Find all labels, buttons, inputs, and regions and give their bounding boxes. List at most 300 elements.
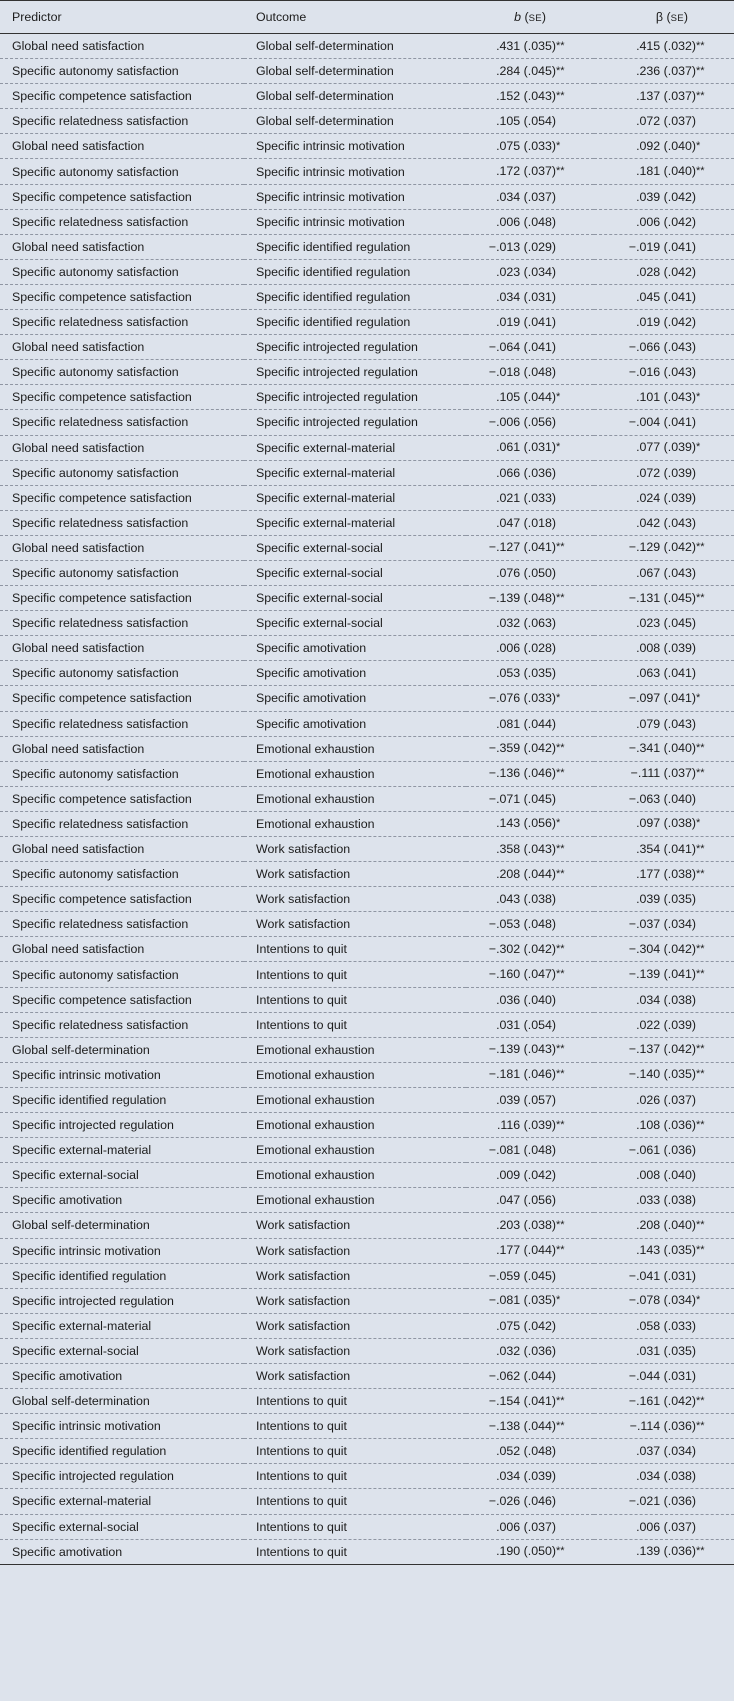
cell-outcome: Work satisfaction — [244, 1288, 466, 1313]
cell-beta — [594, 1338, 734, 1363]
table-row — [0, 686, 734, 711]
cell-beta — [594, 485, 734, 510]
cell-outcome: Specific external-social — [244, 586, 466, 611]
cell-outcome: Emotional exhaustion — [244, 811, 466, 836]
beta-value: .067 (.043) — [636, 566, 696, 581]
cell-outcome: Work satisfaction — [244, 1263, 466, 1288]
b-value: −.062 (.044) — [488, 1369, 556, 1384]
cell-beta — [594, 912, 734, 937]
beta-value: −.066 (.043) — [628, 340, 696, 355]
cell-beta — [594, 611, 734, 636]
table-row — [0, 887, 734, 912]
beta-value: .039 (.035) — [636, 892, 696, 907]
cell-b — [466, 736, 594, 761]
cell-outcome: Specific introjected regulation — [244, 335, 466, 360]
b-value: .032 (.063) — [496, 616, 556, 631]
cell-b — [466, 485, 594, 510]
table-row — [0, 34, 734, 59]
cell-predictor: Global need satisfaction — [0, 937, 244, 962]
b-value: .047 (.056) — [496, 1193, 556, 1208]
cell-beta — [594, 360, 734, 385]
b-value: .019 (.041) — [496, 315, 556, 330]
cell-outcome: Global self-determination — [244, 59, 466, 84]
cell-predictor: Specific introjected regulation — [0, 1464, 244, 1489]
cell-outcome: Intentions to quit — [244, 987, 466, 1012]
cell-b — [466, 1363, 594, 1388]
cell-predictor: Specific competence satisfaction — [0, 284, 244, 309]
cell-beta — [594, 34, 734, 59]
b-value: −.139 (.043) — [488, 1042, 556, 1057]
cell-predictor: Specific competence satisfaction — [0, 485, 244, 510]
b-value: .105 (.054) — [496, 114, 556, 129]
cell-beta — [594, 837, 734, 862]
cell-outcome: Specific intrinsic motivation — [244, 209, 466, 234]
cell-outcome: Work satisfaction — [244, 887, 466, 912]
cell-beta — [594, 134, 734, 159]
b-value: .081 (.044) — [496, 716, 556, 731]
header-beta: β (SE) — [594, 1, 734, 34]
cell-outcome: Work satisfaction — [244, 1363, 466, 1388]
cell-beta — [594, 962, 734, 987]
beta-significance: ** — [696, 64, 705, 77]
cell-predictor: Specific identified regulation — [0, 1087, 244, 1112]
cell-beta — [594, 1012, 734, 1037]
cell-outcome: Emotional exhaustion — [244, 786, 466, 811]
b-significance: ** — [556, 1043, 565, 1056]
beta-value: .028 (.042) — [636, 264, 696, 279]
b-value: .431 (.035) — [496, 38, 556, 53]
beta-value: −.161 (.042) — [628, 1393, 696, 1408]
cell-predictor: Specific relatedness satisfaction — [0, 109, 244, 134]
beta-value: −.044 (.031) — [628, 1369, 696, 1384]
cell-outcome: Global self-determination — [244, 109, 466, 134]
cell-outcome: Specific amotivation — [244, 636, 466, 661]
cell-b — [466, 184, 594, 209]
b-significance: ** — [556, 1218, 565, 1231]
cell-b — [466, 1288, 594, 1313]
b-value: .034 (.037) — [496, 189, 556, 204]
cell-predictor: Specific competence satisfaction — [0, 586, 244, 611]
table-row — [0, 109, 734, 134]
b-value: .075 (.042) — [496, 1318, 556, 1333]
cell-outcome: Emotional exhaustion — [244, 1163, 466, 1188]
cell-outcome: Emotional exhaustion — [244, 1037, 466, 1062]
table-row — [0, 1238, 734, 1263]
cell-outcome: Specific amotivation — [244, 661, 466, 686]
table-row — [0, 912, 734, 937]
beta-value: −.114 (.036) — [629, 1418, 696, 1433]
beta-significance: ** — [696, 591, 705, 604]
b-value: .034 (.039) — [496, 1469, 556, 1484]
cell-outcome: Intentions to quit — [244, 1539, 466, 1564]
b-significance: ** — [556, 767, 565, 780]
cell-beta — [594, 1288, 734, 1313]
cell-predictor: Specific relatedness satisfaction — [0, 510, 244, 535]
beta-value: .037 (.034) — [636, 1444, 696, 1459]
beta-value: −.137 (.042) — [628, 1042, 696, 1057]
cell-b — [466, 560, 594, 585]
cell-predictor: Specific relatedness satisfaction — [0, 711, 244, 736]
cell-predictor: Specific autonomy satisfaction — [0, 460, 244, 485]
cell-outcome: Specific introjected regulation — [244, 385, 466, 410]
cell-predictor: Specific autonomy satisfaction — [0, 360, 244, 385]
cell-beta — [594, 811, 734, 836]
table-row — [0, 1489, 734, 1514]
cell-beta — [594, 560, 734, 585]
cell-b — [466, 1213, 594, 1238]
cell-b — [466, 1439, 594, 1464]
beta-value: .079 (.043) — [636, 716, 696, 731]
b-value: .190 (.050) — [496, 1544, 556, 1559]
beta-value: .034 (.038) — [636, 1469, 696, 1484]
cell-predictor: Specific relatedness satisfaction — [0, 1012, 244, 1037]
cell-b — [466, 761, 594, 786]
b-value: .358 (.043) — [496, 841, 556, 856]
beta-value: .139 (.036) — [636, 1544, 696, 1559]
cell-outcome: Intentions to quit — [244, 1464, 466, 1489]
b-value: .043 (.038) — [496, 892, 556, 907]
cell-outcome: Intentions to quit — [244, 1439, 466, 1464]
cell-predictor: Specific external-material — [0, 1489, 244, 1514]
cell-b — [466, 1263, 594, 1288]
b-value: −.160 (.047) — [488, 967, 556, 982]
beta-significance: ** — [696, 1043, 705, 1056]
cell-beta — [594, 862, 734, 887]
table-row — [0, 460, 734, 485]
cell-b — [466, 912, 594, 937]
cell-beta — [594, 159, 734, 184]
table-row — [0, 1163, 734, 1188]
table-row — [0, 1389, 734, 1414]
cell-predictor: Global need satisfaction — [0, 34, 244, 59]
cell-beta — [594, 761, 734, 786]
beta-value: .033 (.038) — [636, 1193, 696, 1208]
b-value: .006 (.028) — [496, 641, 556, 656]
cell-outcome: Work satisfaction — [244, 1213, 466, 1238]
table-row — [0, 661, 734, 686]
b-value: −.081 (.048) — [488, 1143, 556, 1158]
cell-b — [466, 1188, 594, 1213]
b-value: .203 (.038) — [496, 1217, 556, 1232]
cell-b — [466, 310, 594, 335]
cell-outcome: Intentions to quit — [244, 962, 466, 987]
cell-b — [466, 686, 594, 711]
table-row — [0, 1338, 734, 1363]
beta-value: .092 (.040) — [636, 138, 696, 153]
b-value: .105 (.044) — [496, 389, 556, 404]
b-significance: ** — [556, 1394, 565, 1407]
cell-b — [466, 1087, 594, 1112]
cell-outcome: Specific identified regulation — [244, 259, 466, 284]
beta-value: .006 (.042) — [636, 214, 696, 229]
cell-beta — [594, 1363, 734, 1388]
b-significance: ** — [556, 742, 565, 755]
cell-outcome: Specific identified regulation — [244, 284, 466, 309]
table-row — [0, 1539, 734, 1564]
cell-predictor: Specific autonomy satisfaction — [0, 862, 244, 887]
beta-value: −.131 (.045) — [628, 590, 696, 605]
cell-b — [466, 1338, 594, 1363]
table-row — [0, 435, 734, 460]
beta-significance: * — [696, 691, 701, 704]
beta-value: −.341 (.040) — [628, 741, 696, 756]
cell-b — [466, 1113, 594, 1138]
cell-b — [466, 1238, 594, 1263]
beta-value: −.019 (.041) — [628, 239, 696, 254]
beta-value: −.061 (.036) — [628, 1143, 696, 1158]
b-significance: ** — [556, 39, 565, 52]
cell-predictor: Global need satisfaction — [0, 636, 244, 661]
b-significance: * — [556, 1294, 561, 1307]
b-value: −.181 (.046) — [488, 1067, 556, 1082]
table-row — [0, 711, 734, 736]
b-value: .039 (.057) — [496, 1092, 556, 1107]
beta-value: .108 (.036) — [636, 1117, 696, 1132]
cell-b — [466, 1539, 594, 1564]
cell-b — [466, 284, 594, 309]
cell-outcome: Specific external-material — [244, 510, 466, 535]
b-value: .177 (.044) — [496, 1243, 556, 1258]
b-value: −.076 (.033) — [488, 690, 556, 705]
cell-b — [466, 1163, 594, 1188]
header-b-se: SE — [528, 13, 542, 24]
b-value: .047 (.018) — [496, 515, 556, 530]
cell-b — [466, 1062, 594, 1087]
b-value: .152 (.043) — [496, 88, 556, 103]
cell-beta — [594, 59, 734, 84]
beta-value: .042 (.043) — [636, 515, 696, 530]
beta-value: .034 (.038) — [636, 992, 696, 1007]
cell-outcome: Emotional exhaustion — [244, 1087, 466, 1112]
cell-outcome: Work satisfaction — [244, 862, 466, 887]
table-row — [0, 209, 734, 234]
cell-outcome: Emotional exhaustion — [244, 1062, 466, 1087]
cell-predictor: Specific autonomy satisfaction — [0, 962, 244, 987]
cell-b — [466, 611, 594, 636]
cell-beta — [594, 987, 734, 1012]
cell-b — [466, 1489, 594, 1514]
cell-outcome: Global self-determination — [244, 34, 466, 59]
cell-beta — [594, 1188, 734, 1213]
beta-value: .236 (.037) — [636, 63, 696, 78]
cell-b — [466, 586, 594, 611]
table-row — [0, 134, 734, 159]
table-row — [0, 1313, 734, 1338]
cell-outcome: Emotional exhaustion — [244, 736, 466, 761]
b-significance: ** — [556, 165, 565, 178]
cell-outcome: Intentions to quit — [244, 937, 466, 962]
cell-predictor: Specific autonomy satisfaction — [0, 59, 244, 84]
beta-value: .143 (.035) — [636, 1243, 696, 1258]
b-significance: ** — [556, 1068, 565, 1081]
cell-beta — [594, 184, 734, 209]
table-row — [0, 586, 734, 611]
table-row — [0, 184, 734, 209]
table-row — [0, 987, 734, 1012]
cell-b — [466, 435, 594, 460]
beta-significance: ** — [696, 767, 705, 780]
cell-outcome: Specific introjected regulation — [244, 410, 466, 435]
cell-b — [466, 335, 594, 360]
cell-beta — [594, 1414, 734, 1439]
cell-beta — [594, 460, 734, 485]
table-row — [0, 335, 734, 360]
b-value: −.127 (.041) — [488, 540, 556, 555]
table-row — [0, 1363, 734, 1388]
cell-beta — [594, 510, 734, 535]
cell-predictor: Specific competence satisfaction — [0, 84, 244, 109]
cell-predictor: Specific competence satisfaction — [0, 786, 244, 811]
table-row — [0, 1113, 734, 1138]
b-significance: ** — [556, 591, 565, 604]
cell-beta — [594, 1062, 734, 1087]
cell-predictor: Specific amotivation — [0, 1539, 244, 1564]
cell-predictor: Specific autonomy satisfaction — [0, 560, 244, 585]
table-row — [0, 510, 734, 535]
table-row — [0, 636, 734, 661]
cell-beta — [594, 410, 734, 435]
cell-predictor: Specific relatedness satisfaction — [0, 611, 244, 636]
cell-predictor: Specific autonomy satisfaction — [0, 159, 244, 184]
cell-beta — [594, 1113, 734, 1138]
cell-beta — [594, 686, 734, 711]
table-row — [0, 1138, 734, 1163]
beta-significance: ** — [696, 1218, 705, 1231]
cell-predictor: Specific competence satisfaction — [0, 184, 244, 209]
beta-value: −.063 (.040) — [628, 791, 696, 806]
b-value: .032 (.036) — [496, 1343, 556, 1358]
cell-predictor: Global need satisfaction — [0, 736, 244, 761]
cell-predictor: Specific external-social — [0, 1338, 244, 1363]
cell-outcome: Work satisfaction — [244, 837, 466, 862]
b-value: .009 (.042) — [496, 1168, 556, 1183]
cell-beta — [594, 385, 734, 410]
cell-b — [466, 937, 594, 962]
b-value: .021 (.033) — [496, 490, 556, 505]
table-row — [0, 736, 734, 761]
cell-beta — [594, 1489, 734, 1514]
b-value: .061 (.031) — [496, 440, 556, 455]
beta-value: .181 (.040) — [636, 164, 696, 179]
beta-value: −.004 (.041) — [628, 415, 696, 430]
table-row — [0, 1464, 734, 1489]
b-value: −.136 (.046) — [488, 766, 556, 781]
beta-significance: * — [696, 390, 701, 403]
cell-b — [466, 460, 594, 485]
table-row — [0, 1288, 734, 1313]
cell-beta — [594, 1263, 734, 1288]
cell-outcome: Work satisfaction — [244, 1338, 466, 1363]
cell-outcome: Specific introjected regulation — [244, 360, 466, 385]
b-significance: ** — [556, 541, 565, 554]
cell-predictor: Global need satisfaction — [0, 435, 244, 460]
cell-outcome: Specific identified regulation — [244, 310, 466, 335]
cell-b — [466, 134, 594, 159]
cell-predictor: Specific relatedness satisfaction — [0, 209, 244, 234]
cell-b — [466, 360, 594, 385]
cell-b — [466, 59, 594, 84]
cell-beta — [594, 736, 734, 761]
cell-predictor: Global need satisfaction — [0, 134, 244, 159]
table-row — [0, 410, 734, 435]
b-significance: ** — [556, 1244, 565, 1257]
b-value: −.059 (.045) — [488, 1268, 556, 1283]
cell-beta — [594, 711, 734, 736]
cell-b — [466, 987, 594, 1012]
cell-outcome: Emotional exhaustion — [244, 1113, 466, 1138]
b-value: .006 (.037) — [496, 1519, 556, 1534]
b-value: .023 (.034) — [496, 264, 556, 279]
cell-b — [466, 1389, 594, 1414]
cell-predictor: Global need satisfaction — [0, 535, 244, 560]
b-value: .075 (.033) — [496, 138, 556, 153]
beta-value: .026 (.037) — [636, 1092, 696, 1107]
b-significance: ** — [556, 968, 565, 981]
beta-significance: ** — [696, 89, 705, 102]
cell-outcome: Intentions to quit — [244, 1012, 466, 1037]
beta-value: −.016 (.043) — [628, 365, 696, 380]
b-value: −.302 (.042) — [488, 941, 556, 956]
cell-b — [466, 1514, 594, 1539]
beta-value: −.097 (.041) — [628, 690, 696, 705]
cell-predictor: Specific intrinsic motivation — [0, 1414, 244, 1439]
beta-significance: ** — [696, 1545, 705, 1558]
beta-value: .023 (.045) — [636, 616, 696, 631]
cell-b — [466, 410, 594, 435]
cell-b — [466, 962, 594, 987]
cell-predictor: Specific competence satisfaction — [0, 686, 244, 711]
table-row — [0, 284, 734, 309]
cell-predictor: Specific external-material — [0, 1313, 244, 1338]
cell-beta — [594, 1163, 734, 1188]
cell-outcome: Work satisfaction — [244, 912, 466, 937]
cell-b — [466, 786, 594, 811]
b-value: .034 (.031) — [496, 289, 556, 304]
cell-predictor: Specific autonomy satisfaction — [0, 661, 244, 686]
cell-beta — [594, 335, 734, 360]
table-body — [0, 34, 734, 1565]
header-beta-se: SE — [670, 13, 684, 24]
table-row — [0, 1037, 734, 1062]
table-row — [0, 1012, 734, 1037]
cell-predictor: Specific introjected regulation — [0, 1288, 244, 1313]
cell-predictor: Global self-determination — [0, 1037, 244, 1062]
table-row — [0, 84, 734, 109]
beta-significance: * — [696, 817, 701, 830]
b-significance: ** — [556, 842, 565, 855]
table-row — [0, 1213, 734, 1238]
b-significance: ** — [556, 1419, 565, 1432]
header-beta-symbol: β — [655, 10, 663, 24]
table-row — [0, 937, 734, 962]
beta-value: −.129 (.042) — [628, 540, 696, 555]
table-row — [0, 1087, 734, 1112]
table-row — [0, 485, 734, 510]
table-row — [0, 811, 734, 836]
beta-significance: * — [696, 1294, 701, 1307]
header-b-symbol: b — [514, 10, 521, 24]
b-significance: ** — [556, 1118, 565, 1131]
cell-beta — [594, 1037, 734, 1062]
beta-value: .045 (.041) — [636, 289, 696, 304]
cell-predictor: Specific relatedness satisfaction — [0, 912, 244, 937]
table-row — [0, 385, 734, 410]
beta-value: .072 (.039) — [636, 465, 696, 480]
cell-predictor: Global self-determination — [0, 1389, 244, 1414]
cell-beta — [594, 1213, 734, 1238]
table-row — [0, 862, 734, 887]
table-row — [0, 59, 734, 84]
